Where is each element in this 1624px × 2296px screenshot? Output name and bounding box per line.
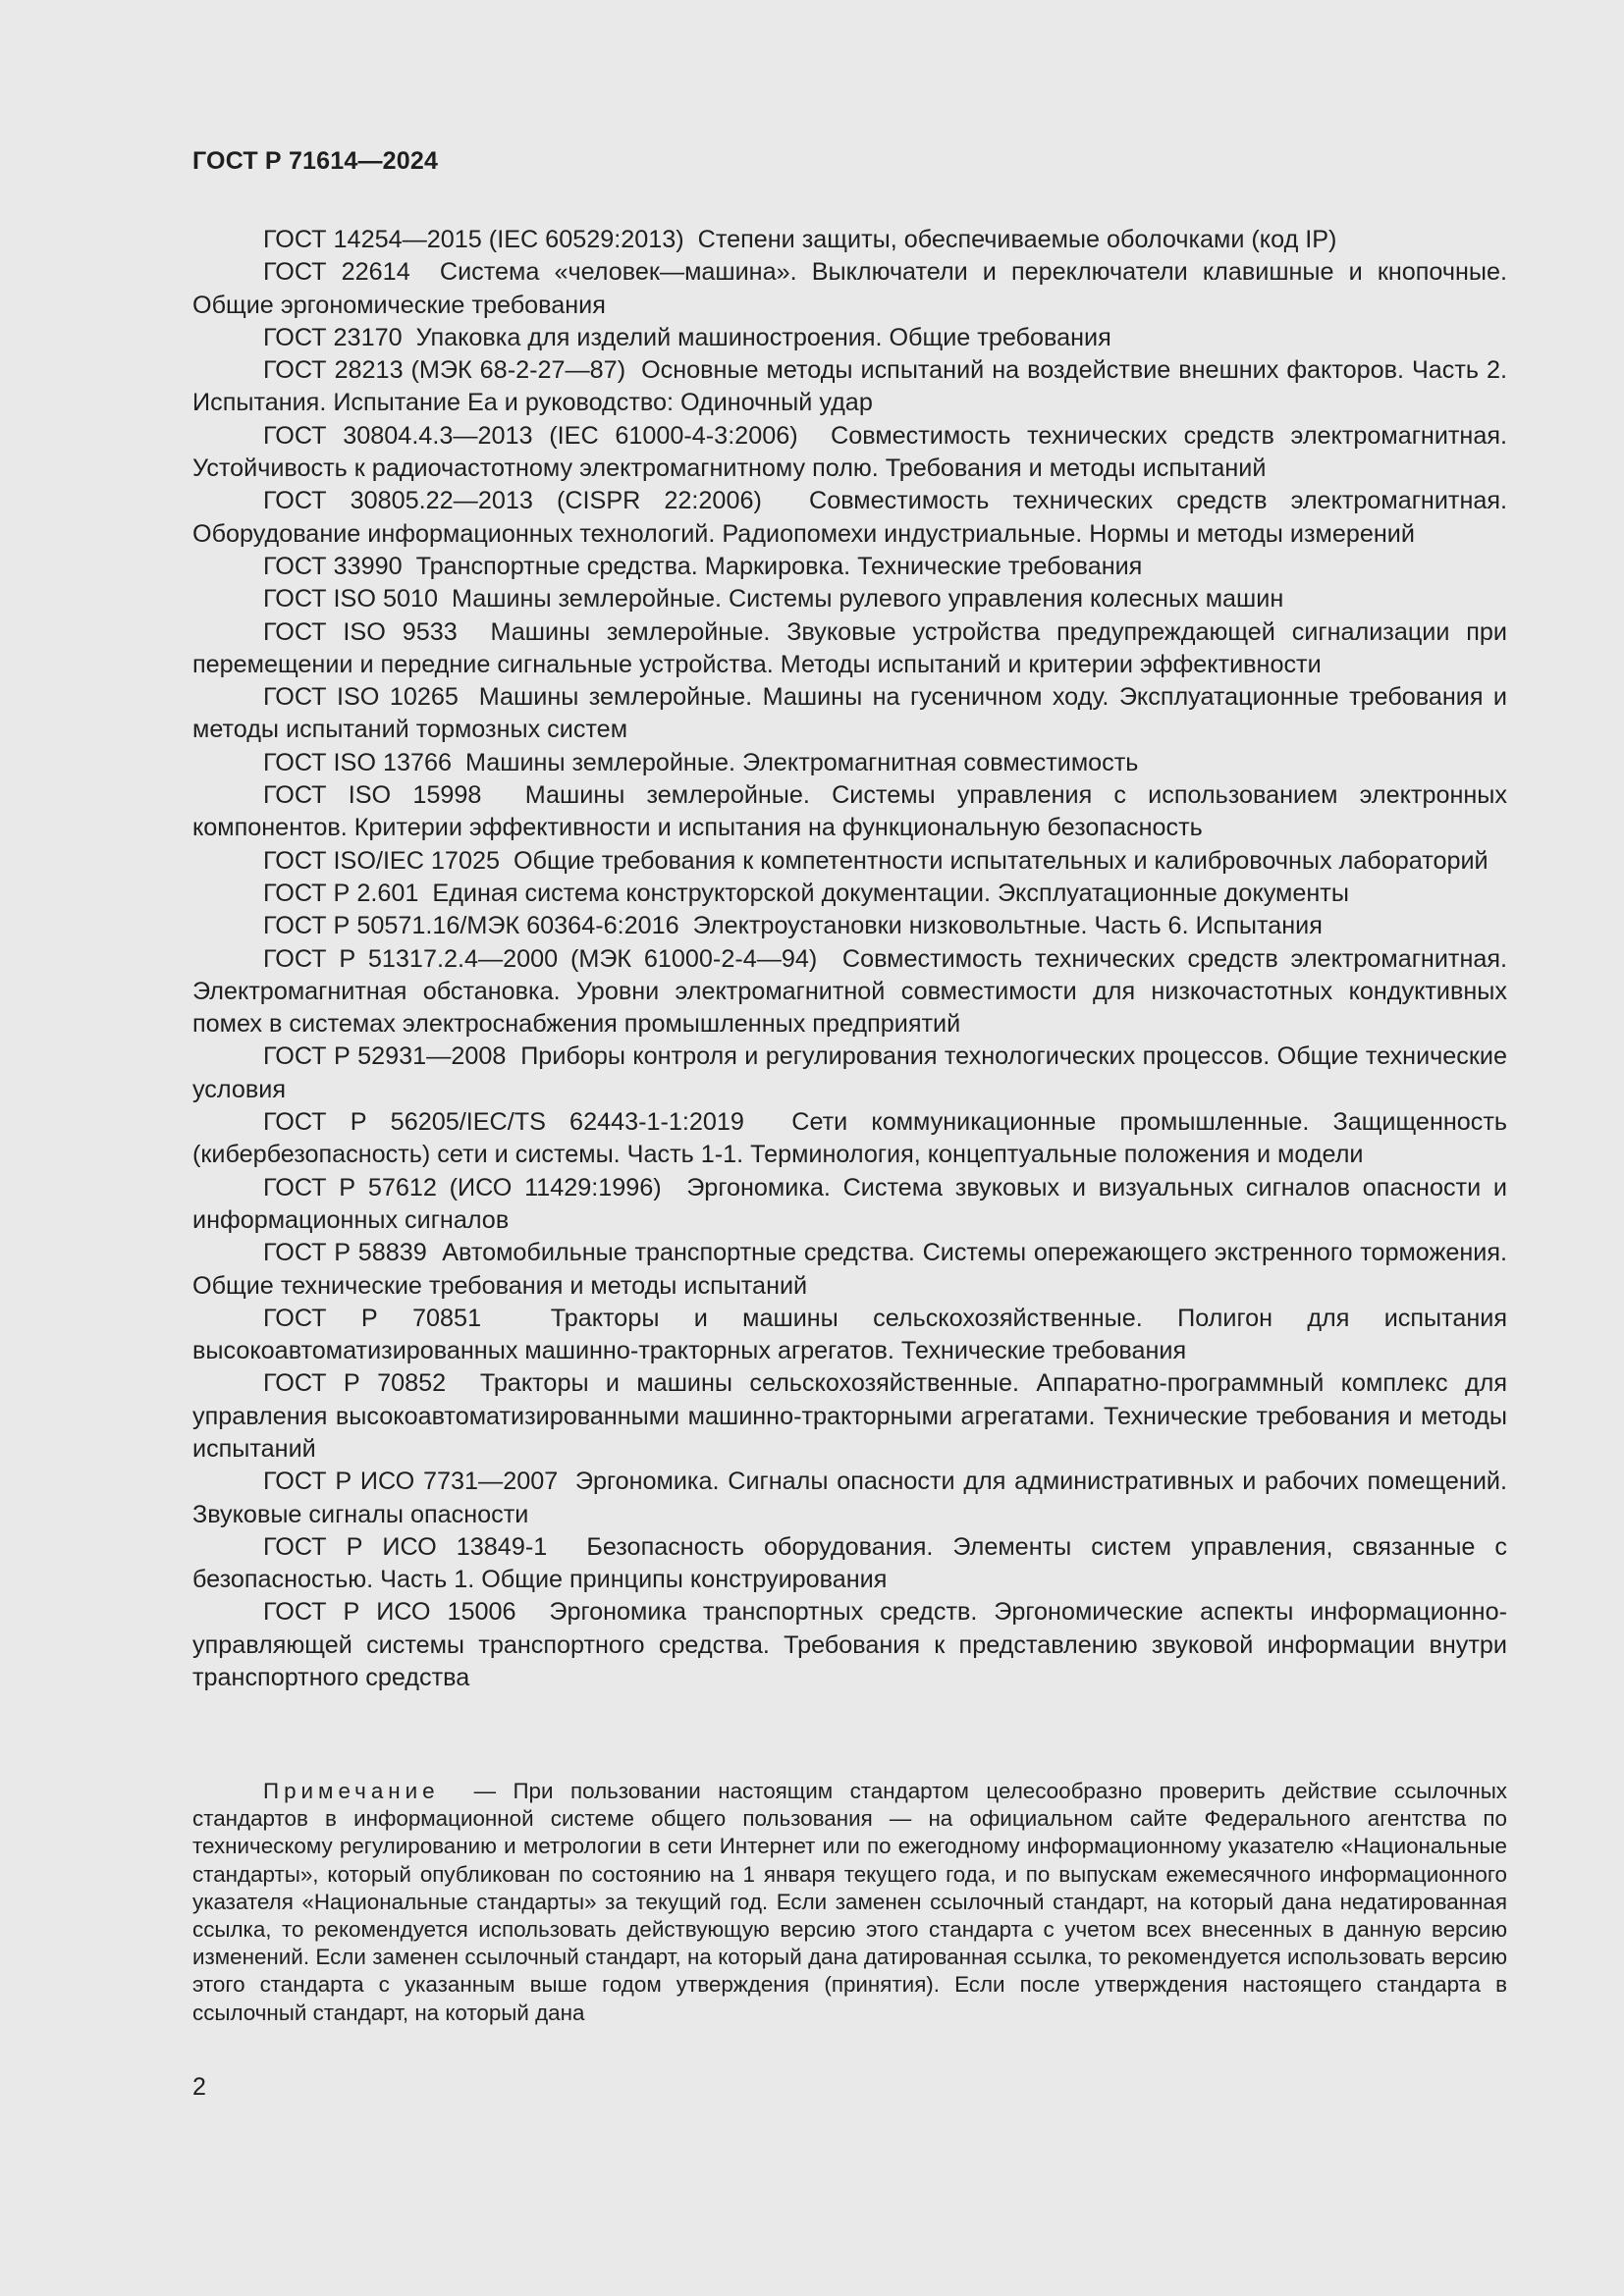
reference-title: Машины землеройные. Звуковые устройства предупреждающей сигнализации при перемещении и передние сигнальные устройства. Методы испытаний и критерии эффективности bbox=[192, 617, 1507, 678]
note-label: Примечание bbox=[263, 1779, 440, 1803]
reference-entry bbox=[192, 1106, 1507, 1172]
reference-entry bbox=[192, 1466, 1507, 1531]
reference-entry bbox=[192, 1172, 1507, 1238]
reference-entry bbox=[192, 1596, 1507, 1694]
reference-entry bbox=[192, 1237, 1507, 1303]
note-block bbox=[192, 1778, 1507, 2027]
reference-entry bbox=[192, 878, 1507, 910]
reference-code: ГОСТ 30804.4.3—2013 (IEC 61000-4-3:2006) bbox=[263, 421, 798, 450]
reference-title: Машины землеройные. Машины на гусеничном ходу. Эксплуатационные требования и методы испытаний тормозных систем bbox=[192, 683, 1508, 744]
reference-entry bbox=[192, 943, 1507, 1041]
reference-code: ГОСТ ISO 9533 bbox=[263, 617, 458, 646]
reference-title: Тракторы и машины сельскохозяйственные. Полигон для испытания высокоавтоматизированных машинно-тракторных агрегатов. Технические требования bbox=[192, 1304, 1507, 1365]
reference-title: Совместимость технических средств электромагнитная. Устойчивость к радиочастотному электромагнитному полю. Требования и методы испытаний bbox=[192, 421, 1507, 483]
reference-code: ГОСТ ISO 15998 bbox=[263, 781, 482, 810]
reference-entry bbox=[192, 583, 1507, 615]
reference-entry bbox=[192, 681, 1507, 747]
normative-references-list bbox=[192, 224, 1507, 1694]
reference-code: ГОСТ Р ИСО 13849-1 bbox=[263, 1532, 548, 1561]
reference-code: ГОСТ 22614 bbox=[263, 258, 410, 287]
reference-entry bbox=[192, 420, 1507, 486]
reference-title: Транспортные средства. Маркировка. Технические требования bbox=[415, 552, 1143, 580]
reference-entry bbox=[192, 1303, 1507, 1368]
reference-title: Сети коммуникационные промышленные. Защищенность (кибербезопасность) сети и системы. Часть 1-1. Терминология, концептуальные положения и модели bbox=[192, 1108, 1508, 1169]
reference-entry bbox=[192, 256, 1507, 322]
reference-entry bbox=[192, 322, 1507, 354]
reference-title: Система «человек—машина». Выключатели и переключатели клавишные и кнопочные. Общие эргономические требования bbox=[192, 258, 1508, 319]
reference-title: Тракторы и машины сельскохозяйственные. Аппаратно-программный комплекс для управления высокоавтоматизированными машинно-тракторными агрегатами. Технические требования и методы испытаний bbox=[192, 1369, 1507, 1463]
reference-code: ГОСТ Р 70851 bbox=[263, 1304, 482, 1332]
reference-entry bbox=[192, 845, 1507, 878]
reference-entry bbox=[192, 224, 1507, 256]
reference-code: ГОСТ ISO 13766 bbox=[263, 748, 452, 776]
reference-title: Безопасность оборудования. Элементы систем управления, связанные с безопасностью. Часть 1. Общие принципы конструирования bbox=[192, 1532, 1507, 1594]
reference-code: ГОСТ Р 56205/IEC/TS 62443-1-1:2019 bbox=[263, 1108, 744, 1137]
reference-title: Приборы контроля и регулирования технологических процессов. Общие технические условия bbox=[192, 1042, 1507, 1103]
reference-code: ГОСТ 23170 bbox=[263, 323, 403, 351]
reference-entry bbox=[192, 354, 1507, 420]
reference-entry bbox=[192, 1041, 1507, 1106]
reference-title: Электроустановки низковольтные. Часть 6. Испытания bbox=[692, 912, 1323, 940]
reference-title: Эргономика транспортных средств. Эргономические аспекты информационно-управляющей системы транспортного средства. Требования к представлению звуковой информации внутри транспортного средства bbox=[192, 1598, 1507, 1692]
reference-code: ГОСТ 30805.22—2013 (CISPR 22:2006) bbox=[263, 487, 762, 515]
reference-code: ГОСТ Р 52931—2008 bbox=[263, 1042, 507, 1071]
reference-code: ГОСТ Р 51317.2.4—2000 (МЭК 61000-2-4—94) bbox=[263, 944, 818, 973]
reference-title: Степени защиты, обеспечиваемые оболочками (код IP) bbox=[697, 226, 1337, 253]
reference-entry bbox=[192, 1531, 1507, 1597]
page-number: 2 bbox=[192, 2073, 206, 2101]
reference-code: ГОСТ Р 58839 bbox=[263, 1239, 427, 1267]
reference-code: ГОСТ ISO 10265 bbox=[263, 683, 459, 712]
reference-title: Совместимость технических средств электромагнитная. Электромагнитная обстановка. Уровни электромагнитной совместимости для низкочастотных кондуктивных помех в системах электроснабжения промышленных предприятий bbox=[192, 944, 1507, 1039]
reference-entry bbox=[192, 747, 1507, 779]
reference-entry bbox=[192, 779, 1507, 845]
reference-title: Эргономика. Сигналы опасности для административных и рабочих помещений. Звуковые сигналы опасности bbox=[192, 1468, 1507, 1528]
reference-entry bbox=[192, 616, 1507, 682]
note-spacer bbox=[440, 1779, 474, 1803]
reference-code: ГОСТ Р ИСО 7731—2007 bbox=[263, 1468, 559, 1496]
reference-entry bbox=[192, 485, 1507, 551]
reference-title: Совместимость технических средств электромагнитная. Оборудование информационных технологий. Радиопомехи индустриальные. Нормы и методы измерений bbox=[192, 487, 1508, 548]
reference-entry bbox=[192, 1367, 1507, 1466]
reference-title: Машины землеройные. Системы управления с использованием электронных компонентов. Критерии эффективности и испытания на функциональную безопасность bbox=[192, 781, 1508, 842]
reference-code: ГОСТ Р 50571.16/МЭК 60364-6:2016 bbox=[263, 912, 679, 940]
reference-title: Основные методы испытаний на воздействие внешних факторов. Часть 2. Испытания. Испытание Еа и руководство: Одиночный удар bbox=[192, 356, 1508, 417]
reference-title: Общие требования к компетентности испытательных и калибровочных лабораторий bbox=[513, 846, 1489, 875]
reference-title: Единая система конструкторской документации. Эксплуатационные документы bbox=[432, 879, 1349, 907]
reference-code: ГОСТ Р 70852 bbox=[263, 1369, 447, 1398]
reference-code: ГОСТ Р 2.601 bbox=[263, 879, 419, 907]
reference-code: ГОСТ 14254—2015 (IEC 60529:2013) bbox=[263, 226, 684, 253]
reference-code: ГОСТ ISO/IEC 17025 bbox=[263, 846, 500, 875]
reference-entry bbox=[192, 551, 1507, 583]
reference-title: Машины землеройные. Системы рулевого управления колесных машин bbox=[451, 585, 1284, 614]
reference-title: Упаковка для изделий машиностроения. Общие требования bbox=[415, 323, 1111, 351]
reference-code: ГОСТ Р 57612 (ИСО 11429:1996) bbox=[263, 1173, 662, 1201]
reference-code: ГОСТ ISO 5010 bbox=[263, 585, 438, 614]
reference-code: ГОСТ 33990 bbox=[263, 552, 403, 580]
document-header: ГОСТ Р 71614—2024 bbox=[192, 147, 439, 175]
reference-entry bbox=[192, 910, 1507, 942]
reference-title: Эргономика. Система звуковых и визуальных сигналов опасности и информационных сигналов bbox=[192, 1173, 1507, 1234]
note-text: — При пользовании настоящим стандартом целесообразно проверить действие ссылочных стандартов в информационной системе общего пользования — на официальном сайте Федерального агентства по техническому регулированию и метрологии в сети Интернет или по ежегодному информационному указателю «Национальные стандарты», который опубликован по состоянию на 1 января текущего года, и по выпускам ежемесячного информационного указателя «Национальные стандарты» за текущий год. Если заменен ссылочный стандарт, на который дана недатированная ссылка, то рекомендуется использовать действующую версию этого стандарта с учетом всех внесенных в данную версию изменений. Если заменен ссылочный стандарт, на который дана датированная ссылка, то рекомендуется использовать версию этого стандарта с указанным выше годом утверждения (принятия). Если после утверждения настоящего стандарта в ссылочный стандарт, на который дана bbox=[192, 1779, 1507, 2025]
reference-title: Машины землеройные. Электромагнитная совместимость bbox=[464, 748, 1139, 776]
reference-code: ГОСТ 28213 (МЭК 68-2-27—87) bbox=[263, 356, 626, 385]
reference-code: ГОСТ Р ИСО 15006 bbox=[263, 1598, 516, 1627]
reference-title: Автомобильные транспортные средства. Системы опережающего экстренного торможения. Общие технические требования и методы испытаний bbox=[192, 1239, 1507, 1300]
note-paragraph bbox=[192, 1778, 1507, 2027]
